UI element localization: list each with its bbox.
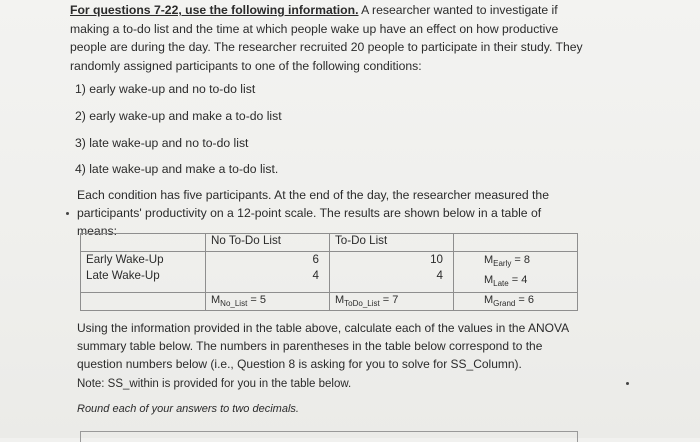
condition-4: 4) late wake-up and make a to-do list. [75, 162, 279, 176]
header-margin [453, 234, 577, 252]
intro-text: A researcher wanted to investigate if making a to-do list and the time at which people wake up have an effect on how productive people are during the day. The researcher recruited 20 people to participate in their study. They randomly assigned participants to one of the following conditions: [70, 3, 583, 73]
table-header-row [81, 234, 578, 252]
row-margins-cell [453, 252, 577, 293]
condition-3: 3) late wake-up and no to-do list [75, 136, 249, 150]
mean-no-todo: $M_{No\_List} = 5$ [211, 294, 266, 309]
intro-paragraph [70, 1, 590, 75]
value-early-no-todo: 6 [312, 253, 319, 266]
header-todo: To-Do List [329, 234, 453, 252]
mean-todo-cell [329, 293, 453, 311]
condition-2: 2) early wake-up and make a to-do list [75, 109, 282, 123]
intro-lead: For questions 7-22, use the following information. [70, 3, 359, 17]
mean-todo: $M_{ToDo\_List} = 7$ [334, 294, 399, 309]
stray-dot-mark [66, 212, 69, 215]
no-todo-values [206, 252, 330, 293]
table-corner [81, 234, 206, 252]
mean-early: $M_{Early} = 8$ [483, 254, 531, 269]
rounding-instruction: Round each of your answers to two decimals. [77, 403, 299, 415]
mean-grand-cell [453, 293, 577, 311]
value-early-todo: 10 [430, 253, 443, 266]
anova-table-top-edge [80, 431, 578, 442]
mean-grand: $M_{Grand} = 6$ [483, 294, 535, 309]
instructions-paragraph: Using the information provided in the table above, calculate each of the values in the ANOVA summary table below. The numbers in parentheses in the table below correspond to the question numbers below (i.e., Question 8 is asking for you to solve for SS_Column). [77, 321, 569, 371]
condition-1: 1) early wake-up and no to-do list [75, 82, 256, 96]
row-label-early: Early Wake-Up [86, 253, 164, 266]
todo-values [329, 252, 453, 293]
value-late-todo: 4 [436, 269, 443, 282]
note-text: Note: SS_within is provided for you in the table below. [77, 378, 352, 390]
table-margin-row [81, 293, 578, 311]
means-table [80, 233, 578, 311]
value-late-no-todo: 4 [312, 269, 319, 282]
row-label-late: Late Wake-Up [86, 269, 160, 282]
mean-no-todo-cell [206, 293, 330, 311]
header-no-todo: No To-Do List [206, 234, 330, 252]
stray-dot-mark-right [626, 382, 629, 385]
conditions-description: Each condition has five participants. At the end of the day, the researcher measured the participants' productivity on a 12-point scale. The results are shown below in a table of means: [77, 188, 549, 238]
row-labels-cell [81, 252, 206, 293]
margin-row-blank [81, 293, 206, 311]
table-body-row [81, 252, 578, 293]
mean-late: $M_{Late} = 4$ [483, 274, 528, 289]
